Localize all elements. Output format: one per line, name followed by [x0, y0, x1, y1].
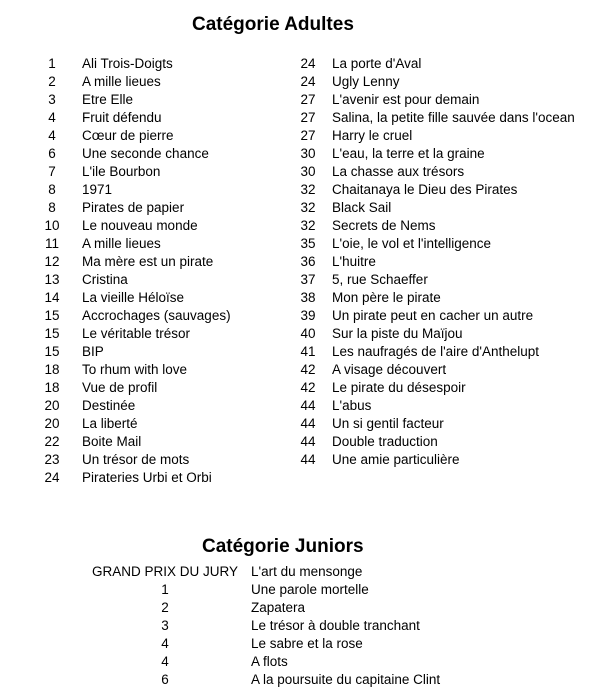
entry-title: Sur la piste du Maïjou: [332, 326, 463, 341]
rank: 15: [44, 308, 60, 323]
entry-title: 1971: [82, 182, 113, 197]
entry-title: L'art du mensonge: [251, 564, 363, 579]
rank: 8: [48, 182, 56, 197]
rank: 40: [300, 326, 316, 341]
rank: 27: [300, 110, 316, 125]
rank: 18: [44, 380, 60, 395]
rank: 41: [300, 344, 316, 359]
entry-title: Une parole mortelle: [251, 582, 369, 597]
entry-title: Pirateries Urbi et Orbi: [82, 470, 212, 485]
rank: 4: [161, 636, 169, 651]
rank: 7: [48, 164, 56, 179]
rank: 36: [300, 254, 316, 269]
entry-title: Zapatera: [251, 600, 306, 615]
rank: 42: [300, 380, 316, 395]
rank: 27: [300, 128, 316, 143]
rank: 20: [44, 398, 60, 413]
entry-title: Ali Trois-Doigts: [82, 56, 173, 71]
entry-title: Salina, la petite fille sauvée dans l'ocean: [332, 110, 575, 125]
entry-title: Harry le cruel: [332, 128, 413, 143]
rank: 20: [44, 416, 60, 431]
entry-title: L'ile Bourbon: [82, 164, 161, 179]
entry-title: A visage découvert: [332, 362, 447, 377]
rank: 6: [161, 672, 169, 687]
entry-title: To rhum with love: [82, 362, 188, 377]
entry-title: Ma mère est un pirate: [82, 254, 214, 269]
rank: 24: [44, 470, 60, 485]
rank: 44: [300, 398, 316, 413]
rank: 27: [300, 92, 316, 107]
rank: 32: [300, 218, 316, 233]
rank: 1: [48, 56, 56, 71]
rank: 22: [44, 434, 60, 449]
entry-title: Pirates de papier: [82, 200, 185, 215]
entry-title: A la poursuite du capitaine Clint: [251, 672, 441, 687]
entry-title: Destinée: [82, 398, 136, 413]
rank: 32: [300, 182, 316, 197]
rank: 44: [300, 416, 316, 431]
entry-title: Les naufragés de l'aire d'Anthelupt: [332, 344, 540, 359]
rank: 42: [300, 362, 316, 377]
rank: 2: [161, 600, 169, 615]
rank: 23: [44, 452, 60, 467]
entry-title: La vieille Héloïse: [82, 290, 185, 305]
entry-title: Double traduction: [332, 434, 438, 449]
rank: 15: [44, 344, 60, 359]
entry-title: L'abus: [332, 398, 372, 413]
rank: 10: [44, 218, 60, 233]
rank: GRAND PRIX DU JURY: [91, 564, 239, 579]
rank: 4: [161, 654, 169, 669]
rank: 3: [48, 92, 56, 107]
rank: 44: [300, 434, 316, 449]
rank: 13: [44, 272, 60, 287]
entry-title: Le pirate du désespoir: [332, 380, 466, 395]
rank: 24: [300, 74, 316, 89]
rank: 38: [300, 290, 316, 305]
entry-title: Un pirate peut en cacher un autre: [332, 308, 534, 323]
rank: 11: [44, 236, 59, 251]
entry-title: Le sabre et la rose: [251, 636, 363, 651]
entry-title: L'avenir est pour demain: [332, 92, 480, 107]
entry-title: Etre Elle: [82, 92, 134, 107]
entry-title: Cœur de pierre: [82, 128, 174, 143]
entry-title: Une amie particulière: [332, 452, 460, 467]
rank: 39: [300, 308, 316, 323]
rank: 14: [44, 290, 60, 305]
rank: 30: [300, 146, 316, 161]
rank: 44: [300, 452, 316, 467]
entry-title: Une seconde chance: [82, 146, 209, 161]
entry-title: Ugly Lenny: [332, 74, 400, 89]
entry-title: Accrochages (sauvages): [82, 308, 231, 323]
entry-title: A mille lieues: [82, 236, 161, 251]
entry-title: A mille lieues: [82, 74, 161, 89]
entry-title: La porte d'Aval: [332, 56, 422, 71]
entry-title: La chasse aux trésors: [332, 164, 465, 179]
rank: 4: [48, 110, 56, 125]
rank: 2: [48, 74, 56, 89]
rank: 24: [300, 56, 316, 71]
entry-title: La liberté: [82, 416, 138, 431]
rank: 35: [300, 236, 316, 251]
entry-title: Fruit défendu: [82, 110, 162, 125]
rank: 32: [300, 200, 316, 215]
rank: 12: [44, 254, 60, 269]
entry-title: Le trésor à double tranchant: [251, 618, 420, 633]
entry-title: Vue de profil: [82, 380, 158, 395]
rank: 30: [300, 164, 316, 179]
entry-title: Le véritable trésor: [82, 326, 191, 341]
entry-title: Secrets de Nems: [332, 218, 436, 233]
entry-title: L'eau, la terre et la graine: [332, 146, 485, 161]
rank: 37: [300, 272, 316, 287]
entry-title: 5, rue Schaeffer: [332, 272, 428, 287]
entry-title: L'huitre: [332, 254, 376, 269]
entry-title: Mon père le pirate: [332, 290, 441, 305]
rank: 18: [44, 362, 60, 377]
rank: 4: [48, 128, 56, 143]
rank: 3: [161, 618, 169, 633]
rank: 8: [48, 200, 56, 215]
juniors-heading: Catégorie Juniors: [202, 536, 364, 557]
entry-title: Un trésor de mots: [82, 452, 190, 467]
entry-title: Un si gentil facteur: [332, 416, 444, 431]
adultes-heading: Catégorie Adultes: [192, 14, 354, 35]
entry-title: L'oie, le vol et l'intelligence: [332, 236, 492, 251]
entry-title: Chaitanaya le Dieu des Pirates: [332, 182, 518, 197]
entry-title: Cristina: [82, 272, 128, 287]
entry-title: Boite Mail: [82, 434, 142, 449]
rank: 6: [48, 146, 56, 161]
rank: 1: [161, 582, 169, 597]
entry-title: Black Sail: [332, 200, 392, 215]
entry-title: Le nouveau monde: [82, 218, 198, 233]
rank: 15: [44, 326, 60, 341]
entry-title: A flots: [251, 654, 288, 669]
entry-title: BIP: [82, 344, 104, 359]
